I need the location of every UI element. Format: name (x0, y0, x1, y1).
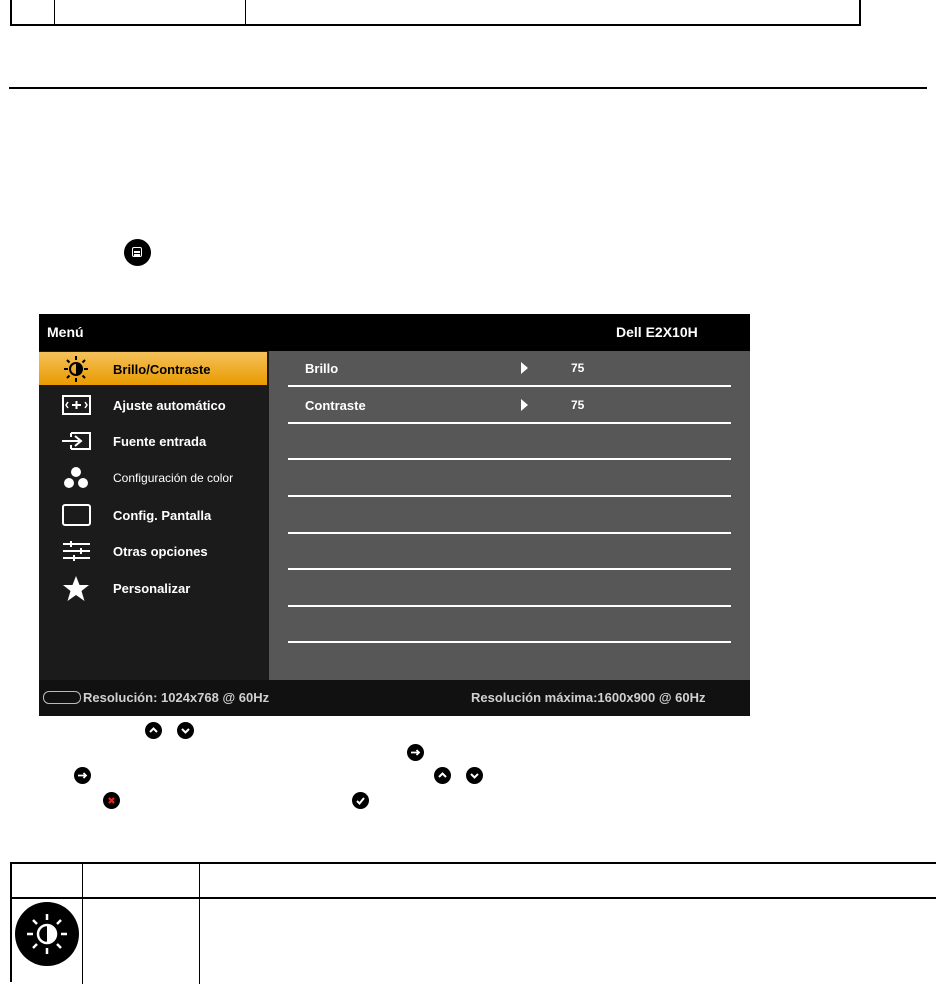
osd-footer (39, 680, 750, 716)
setting-value: 75 (571, 361, 585, 375)
down-arrow-icon[interactable] (466, 767, 483, 784)
empty-row (288, 498, 731, 534)
enter-icon[interactable] (407, 744, 424, 761)
star-icon (59, 574, 93, 602)
setting-value: 75 (571, 398, 585, 412)
vga-connector-icon (43, 691, 81, 704)
sidebar-item-label: Config. Pantalla (113, 508, 212, 523)
current-resolution (43, 690, 269, 705)
max-resolution: Resolución máxima:1600x900 @ 60Hz (471, 690, 706, 705)
osd-title: Menú (47, 324, 84, 340)
color-settings-icon (59, 464, 93, 492)
setting-name: Brillo (305, 361, 339, 376)
enter-icon[interactable] (74, 767, 91, 784)
down-arrow-icon[interactable] (177, 722, 194, 739)
osd-model: Dell E2X10H (616, 324, 698, 340)
top-table-fragment (10, 0, 861, 26)
table-divider (245, 0, 246, 24)
other-settings-icon (59, 537, 93, 565)
row-divider (288, 458, 731, 460)
menu-icon-line (134, 251, 140, 253)
sidebar-item-display-settings[interactable] (39, 498, 267, 531)
display-settings-icon (59, 501, 93, 529)
table-divider (54, 0, 55, 24)
sidebar-item-personalize[interactable] (39, 571, 267, 604)
osd-menu (39, 314, 750, 716)
osd-sidebar (39, 351, 269, 680)
brightness-contrast-icon (15, 902, 79, 966)
check-icon[interactable] (352, 792, 369, 809)
row-divider (288, 495, 731, 497)
up-arrow-icon[interactable] (434, 767, 451, 784)
sidebar-item-label: Fuente entrada (113, 434, 207, 449)
right-triangle-icon (521, 399, 528, 411)
sidebar-item-label: Configuración de color (113, 471, 234, 485)
sidebar-item-label: Brillo/Contraste (113, 362, 211, 377)
section-divider (9, 87, 927, 89)
sidebar-item-label: Otras opciones (113, 544, 208, 559)
table-header-divider (12, 897, 936, 899)
sidebar-item-brightness-contrast[interactable] (39, 352, 267, 385)
setting-row-brightness[interactable] (288, 351, 731, 387)
row-divider (288, 641, 731, 643)
osd-settings-panel (269, 351, 750, 680)
sidebar-item-auto-adjust[interactable] (39, 388, 267, 421)
row-divider (288, 568, 731, 570)
menu-icon[interactable] (124, 239, 151, 266)
sidebar-item-color-settings[interactable] (39, 461, 267, 494)
empty-row (288, 424, 731, 460)
auto-adjust-icon (59, 391, 93, 419)
menu-icon-line (134, 254, 140, 256)
exit-icon[interactable] (103, 792, 120, 809)
osd-header (39, 314, 750, 351)
bottom-table (10, 862, 936, 982)
up-arrow-icon[interactable] (145, 722, 162, 739)
sidebar-item-label: Ajuste automático (113, 398, 226, 413)
setting-name: Contraste (305, 398, 366, 413)
table-divider (82, 864, 83, 984)
empty-row (288, 607, 731, 643)
input-source-icon (59, 427, 93, 455)
brightness-contrast-icon (59, 355, 93, 383)
sidebar-item-label: Personalizar (113, 581, 191, 596)
setting-row-contrast[interactable] (288, 388, 731, 424)
row-divider (288, 385, 731, 387)
current-resolution-text: Resolución: 1024x768 @ 60Hz (83, 690, 270, 705)
empty-row (288, 534, 731, 570)
empty-row (288, 571, 731, 607)
table-divider (199, 864, 200, 984)
empty-row (288, 461, 731, 497)
right-triangle-icon (521, 362, 528, 374)
sidebar-item-other-settings[interactable] (39, 534, 267, 567)
sidebar-item-input-source[interactable] (39, 424, 267, 457)
